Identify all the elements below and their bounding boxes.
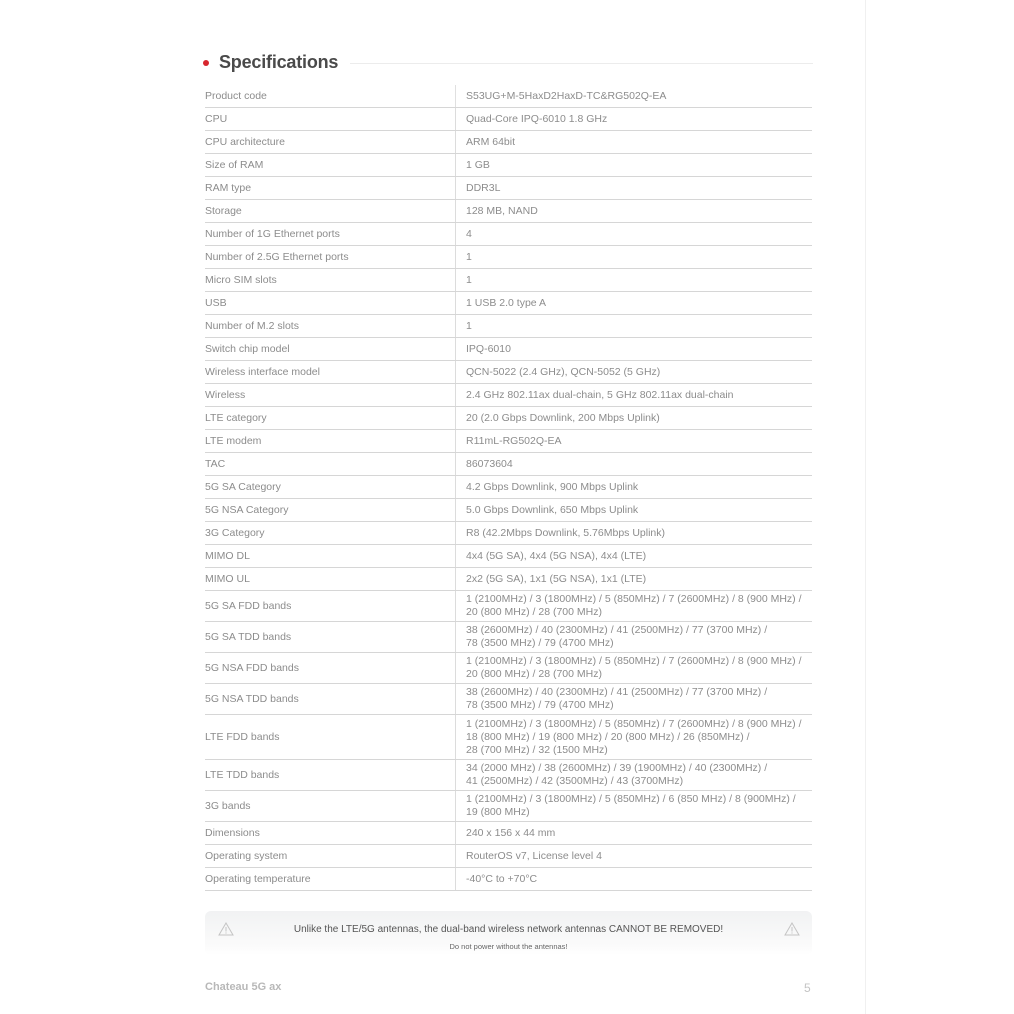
spec-value: R8 (42.2Mbps Downlink, 5.76Mbps Uplink) (455, 522, 812, 544)
spec-row (205, 315, 812, 338)
spec-value: 4 (455, 223, 812, 245)
spec-value: 1 (2100MHz) / 3 (1800MHz) / 5 (850MHz) / 7 (2600MHz) / 8 (900 MHz) / 20 (800 MHz) / 28 (700 MHz) (455, 653, 812, 683)
spec-label: MIMO UL (205, 573, 250, 585)
spec-label: USB (205, 297, 227, 309)
spec-row (205, 622, 812, 653)
spec-row (205, 154, 812, 177)
spec-value: ARM 64bit (455, 131, 812, 153)
spec-value: R11mL-RG502Q-EA (455, 430, 812, 452)
spec-row (205, 269, 812, 292)
spec-row (205, 384, 812, 407)
spec-label: 5G NSA Category (205, 504, 289, 516)
spec-row (205, 845, 812, 868)
spec-label: CPU architecture (205, 136, 285, 148)
spec-label: Operating system (205, 850, 288, 862)
spec-label: Storage (205, 205, 242, 217)
spec-row (205, 361, 812, 384)
spec-value: 1 (455, 246, 812, 268)
spec-value: Quad-Core IPQ-6010 1.8 GHz (455, 108, 812, 130)
spec-label: Dimensions (205, 827, 260, 839)
title-rule (350, 63, 813, 64)
spec-value: 38 (2600MHz) / 40 (2300MHz) / 41 (2500MHz) / 77 (3700 MHz) / 78 (3500 MHz) / 79 (4700 MHz) (455, 684, 812, 714)
spec-label: Number of 1G Ethernet ports (205, 228, 340, 240)
spec-value: 4x4 (5G SA), 4x4 (5G NSA), 4x4 (LTE) (455, 545, 812, 567)
spec-label: Wireless (205, 389, 246, 401)
spec-row (205, 791, 812, 822)
spec-row (205, 407, 812, 430)
spec-value: QCN-5022 (2.4 GHz), QCN-5052 (5 GHz) (455, 361, 812, 383)
spec-table (205, 85, 812, 891)
warning-triangle-icon (784, 922, 800, 936)
spec-row (205, 200, 812, 223)
spec-row (205, 85, 812, 108)
spec-label: Product code (205, 90, 267, 102)
spec-value: 1 USB 2.0 type A (455, 292, 812, 314)
spec-row (205, 499, 812, 522)
spec-value: 128 MB, NAND (455, 200, 812, 222)
spec-value: IPQ-6010 (455, 338, 812, 360)
warning-message: Unlike the LTE/5G antennas, the dual-band wireless network antennas CANNOT BE REMOVED! (293, 924, 724, 935)
spec-label: LTE FDD bands (205, 731, 280, 743)
spec-row (205, 822, 812, 845)
footer-page-number: 5 (804, 981, 811, 995)
spec-value: 4.2 Gbps Downlink, 900 Mbps Uplink (455, 476, 812, 498)
spec-row (205, 545, 812, 568)
spec-label: 5G NSA FDD bands (205, 662, 299, 674)
spec-row (205, 430, 812, 453)
spec-value: -40°C to +70°C (455, 868, 812, 890)
spec-value: 38 (2600MHz) / 40 (2300MHz) / 41 (2500MHz) / 77 (3700 MHz) / 78 (3500 MHz) / 79 (4700 MHz) (455, 622, 812, 652)
warning-note: Do not power without the antennas! (449, 942, 568, 951)
spec-value: RouterOS v7, License level 4 (455, 845, 812, 867)
spec-value: 1 (2100MHz) / 3 (1800MHz) / 5 (850MHz) / 7 (2600MHz) / 8 (900 MHz) / 20 (800 MHz) / 28 (700 MHz) (455, 591, 812, 621)
spec-label: Number of M.2 slots (205, 320, 299, 332)
spec-row (205, 760, 812, 791)
spec-row (205, 522, 812, 545)
spec-row (205, 476, 812, 499)
section-header (203, 48, 813, 76)
spec-label: Number of 2.5G Ethernet ports (205, 251, 349, 263)
spec-row (205, 868, 812, 891)
page-edge (865, 0, 866, 1014)
spec-value: S53UG+M-5HaxD2HaxD-TC&RG502Q-EA (455, 85, 812, 107)
spec-label: LTE TDD bands (205, 769, 280, 781)
section-title: Specifications (219, 51, 339, 72)
spec-row (205, 338, 812, 361)
spec-row (205, 715, 812, 760)
spec-row (205, 177, 812, 200)
spec-row (205, 653, 812, 684)
spec-label: Size of RAM (205, 159, 264, 171)
spec-value: 240 x 156 x 44 mm (455, 822, 812, 844)
spec-row (205, 246, 812, 269)
spec-row (205, 292, 812, 315)
spec-label: CPU (205, 113, 228, 125)
spec-value: 20 (2.0 Gbps Downlink, 200 Mbps Uplink) (455, 407, 812, 429)
spec-value: DDR3L (455, 177, 812, 199)
footer-product-name: Chateau 5G ax (205, 981, 282, 993)
spec-label: TAC (205, 458, 226, 470)
bullet-icon (203, 60, 209, 66)
spec-label: Operating temperature (205, 873, 311, 885)
spec-value: 34 (2000 MHz) / 38 (2600MHz) / 39 (1900MHz) / 40 (2300MHz) / 41 (2500MHz) / 42 (3500MHz) / 43 (3700MHz) (455, 760, 812, 790)
spec-row (205, 453, 812, 476)
spec-value: 1 (455, 269, 812, 291)
spec-value: 2.4 GHz 802.11ax dual-chain, 5 GHz 802.11ax dual-chain (455, 384, 812, 406)
spec-value: 1 GB (455, 154, 812, 176)
spec-label: Switch chip model (205, 343, 290, 355)
spec-label: 5G SA FDD bands (205, 600, 292, 612)
spec-row (205, 684, 812, 715)
spec-label: 5G NSA TDD bands (205, 693, 299, 705)
spec-label: 5G SA Category (205, 481, 281, 493)
spec-row (205, 591, 812, 622)
spec-label: 3G bands (205, 800, 251, 812)
spec-value: 1 (2100MHz) / 3 (1800MHz) / 5 (850MHz) / 7 (2600MHz) / 8 (900 MHz) / 18 (800 MHz) / 19 (800 MHz) / 20 (800 MHz) / 26 (850MHz) / 28 (700 MHz) / 32 (1500 MHz) (455, 715, 812, 759)
spec-label: LTE category (205, 412, 267, 424)
spec-value: 5.0 Gbps Downlink, 650 Mbps Uplink (455, 499, 812, 521)
spec-label: RAM type (205, 182, 252, 194)
spec-value: 86073604 (455, 453, 812, 475)
spec-label: Wireless interface model (205, 366, 320, 378)
spec-row (205, 223, 812, 246)
spec-label: MIMO DL (205, 550, 250, 562)
spec-label: LTE modem (205, 435, 262, 447)
spec-value: 1 (2100MHz) / 3 (1800MHz) / 5 (850MHz) / 6 (850 MHz) / 8 (900MHz) / 19 (800 MHz) (455, 791, 812, 821)
warning-box (205, 911, 812, 955)
spec-label: 3G Category (205, 527, 265, 539)
spec-label: 5G SA TDD bands (205, 631, 292, 643)
spec-value: 2x2 (5G SA), 1x1 (5G NSA), 1x1 (LTE) (455, 568, 812, 590)
spec-row (205, 568, 812, 591)
spec-value: 1 (455, 315, 812, 337)
spec-row (205, 131, 812, 154)
spec-label: Micro SIM slots (205, 274, 277, 286)
spec-row (205, 108, 812, 131)
